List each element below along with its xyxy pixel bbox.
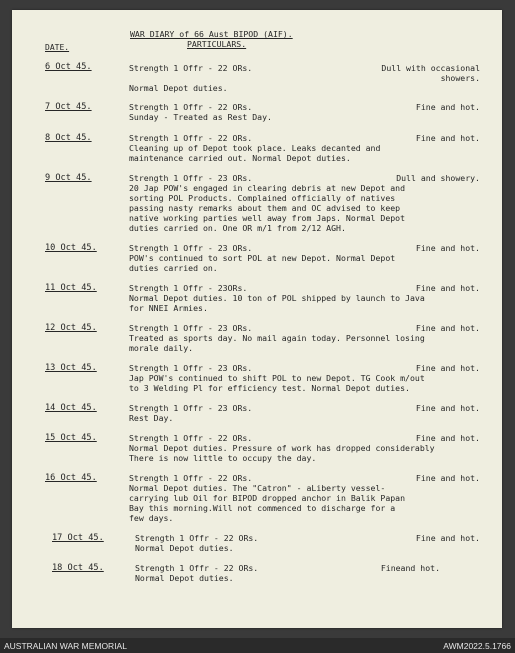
entry-weather: Fine and hot. xyxy=(415,363,480,373)
diary-title xyxy=(130,30,293,39)
entry-weather: Fine and hot. xyxy=(415,133,480,143)
entry-text: Strength 1 Offr - 22 ORs. Normal Depot duties. Pressure of work has dropped considerably There is now little to occupy the day. xyxy=(129,433,435,463)
entry-date: 10 Oct 45. xyxy=(45,243,97,253)
footer-institution: AUSTRALIAN WAR MEMORIAL xyxy=(4,641,127,651)
entry-text: Strength 1 Offr - 23 ORs. 20 Jap POW's engaged in clearing debris at new Depot and sorting POL Products. Complained officially of natives passing nasty remarks about them and OC advised to keep native working parties well away from Japs. Normal Depot duties carried on. One OR m/1 from 2/12 AGH. xyxy=(129,173,406,233)
entry-text: Strength 1 Offr - 22 ORs. Sunday - Treated as Rest Day. xyxy=(129,102,272,122)
entry-weather: Fine and hot. xyxy=(415,403,480,413)
entry-weather: Dull with occasional showers. xyxy=(381,63,480,83)
entry-text: Strength 1 Offr - 22 ORs. Cleaning up of Depot took place. Leaks decanted and maintenance carried out. Normal Depot duties. xyxy=(129,133,381,163)
entry-date: 8 Oct 45. xyxy=(45,133,92,143)
entry-weather: Fine and hot. xyxy=(415,323,480,333)
entry-date: 7 Oct 45. xyxy=(45,102,92,112)
entry-date: 14 Oct 45. xyxy=(45,403,97,413)
date-column-heading: DATE. xyxy=(45,43,70,52)
entry-date: 17 Oct 45. xyxy=(52,533,104,543)
entry-weather: Dull and showery. xyxy=(396,173,480,183)
entry-text: Strength 1 Offr - 23 ORs. Jap POW's continued to shift POL to new Depot. TG Cook m/out to 3 Welding Pl for efficiency test. Normal Depot duties. xyxy=(129,363,425,393)
archive-footer xyxy=(0,638,515,653)
footer-accession-number: AWM2022.5.1766 xyxy=(443,641,511,651)
entry-text: Strength 1 Offr - 23 ORs. POW's continued to sort POL at new Depot. Normal Depot duties carried on. xyxy=(129,243,396,273)
entry-weather: Fine and hot. xyxy=(415,473,480,483)
entry-weather: Fine and hot. xyxy=(415,243,480,253)
entry-weather: Fine and hot. xyxy=(415,102,480,112)
entry-text: Strength 1 Offr - 23 ORs. Treated as sports day. No mail again today. Personnel losing morale daily. xyxy=(129,323,425,353)
entry-text: Strength 1 Offr - 23ORs. Normal Depot duties. 10 ton of POL shipped by launch to Java for NNEI Armies. xyxy=(129,283,425,313)
entry-date: 11 Oct 45. xyxy=(45,283,97,293)
entry-date: 18 Oct 45. xyxy=(52,563,104,573)
entry-weather: Fine and hot. xyxy=(415,283,480,293)
particulars-heading: PARTICULARS. xyxy=(187,39,247,49)
entry-weather: Fine and hot. xyxy=(415,533,480,543)
entry-date: 12 Oct 45. xyxy=(45,323,97,333)
entry-text: Strength 1 Offr - 22 ORs. Normal Depot duties. xyxy=(135,533,259,553)
entry-weather: Fine and hot. xyxy=(415,433,480,443)
diary-title-text: WAR DIARY of 66 Aust BIPOD (AIF). xyxy=(130,29,293,39)
entry-date: 9 Oct 45. xyxy=(45,173,92,183)
entry-text: Strength 1 Offr - 22 ORs. Normal Depot duties. xyxy=(129,63,253,93)
entry-date: 6 Oct 45. xyxy=(45,62,92,72)
entry-date: 15 Oct 45. xyxy=(45,433,97,443)
entry-date: 16 Oct 45. xyxy=(45,473,97,483)
entry-text: Strength 1 Offr - 23 ORs. Rest Day. xyxy=(129,403,253,423)
entry-text: Strength 1 Offr - 22 ORs. Normal Depot duties. The "Catron" - aLiberty vessel- carrying lub Oil for BIPOD dropped anchor in Balik Papan Bay this morning.Will not commenced to discharge for a few days. xyxy=(129,473,406,523)
entry-text: Strength 1 Offr - 22 ORs. Normal Depot duties. xyxy=(135,563,259,583)
document-page xyxy=(12,10,502,628)
entry-date: 13 Oct 45. xyxy=(45,363,97,373)
entry-weather: Fineand hot. xyxy=(380,563,440,573)
